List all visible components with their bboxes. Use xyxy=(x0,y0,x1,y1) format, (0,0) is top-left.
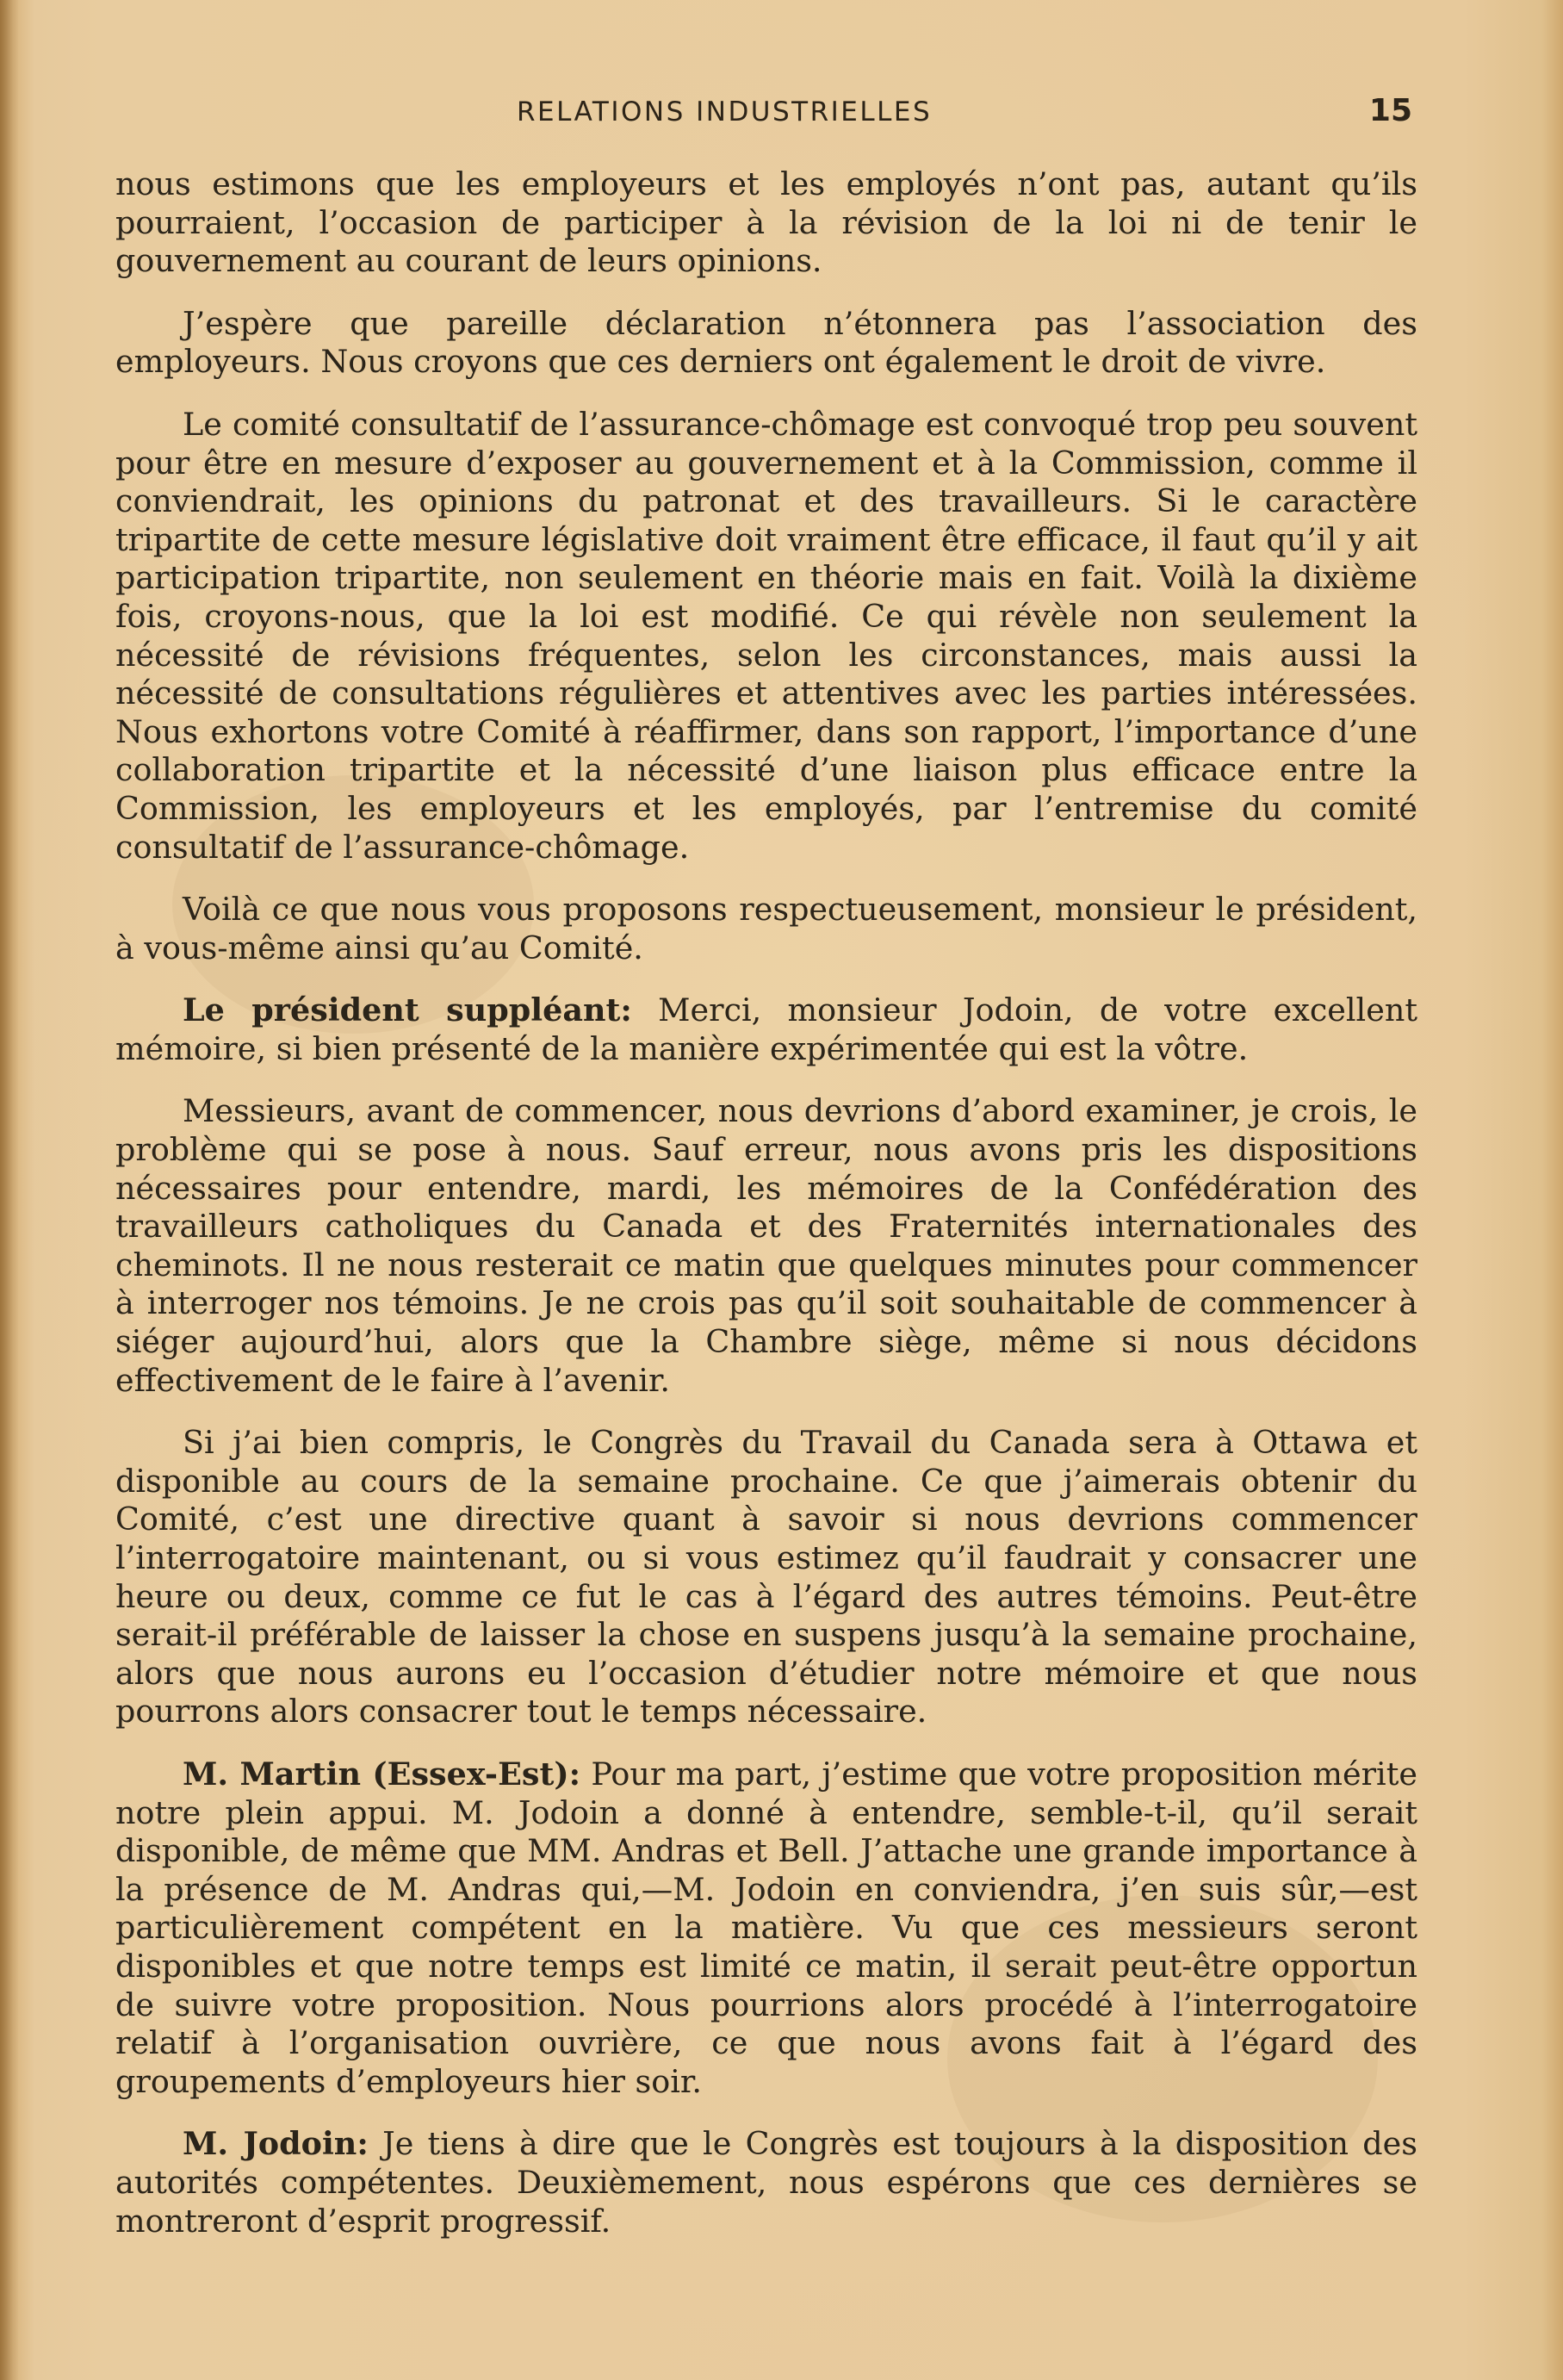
paragraph-text: Le comité consultatif de l’assurance-chômage est convoqué trop peu souvent pour être en mesure d’exposer au gouvernement et à la Commission, comme il conviendrait, les opinions du patronat et des travailleurs. Si le caractère tripartite de cette mesure législative doit vraiment être efficace, il faut qu’il y ait participation tripartite, non seulement en théorie mais en fait. Voilà la dixième fois, croyons-nous, que la loi est modifié. Ce qui révèle non seulement la nécessité de révisions fréquentes, selon les circonstances, mais aussi la nécessité de consultations régulières et attentives avec les parties intéressées. Nous exhortons votre Comité à réaffirmer, dans son rapport, l’importance d’une collaboration tripartite et la nécessité d’une liaison plus efficace entre la Commission, les employeurs et les employés, par l’entremise du comité consultatif de l’assurance-chômage. xyxy=(115,405,1417,866)
paragraph-text: Messieurs, avant de commencer, nous devrions d’abord examiner, je crois, le problème qui se pose à nous. Sauf erreur, nous avons pris les dispositions nécessaires pour entendre, mardi, les mémoires de la Confédération des travailleurs catholiques du Canada et des Fraternités internationales des cheminots. Il ne nous resterait ce matin que quelques minutes pour commencer à interroger nos témoins. Je ne crois pas qu’il soit souhaitable de commencer à siéger aujourd’hui, alors que la Chambre siège, même si nous décidons effectivement de le faire à l’avenir. xyxy=(115,1092,1417,1399)
paragraph-text: Pour ma part, j’estime que votre proposition mérite notre plein appui. M. Jodoin a donné à entendre, semble-t-il, qu’il serait disponible, de même que MM. Andras et Bell. J’attache une grande importance à la présence de M. Andras qui,—M. Jodoin en conviendra, j’en suis sûr,—est particulièrement compétent en la matière. Vu que ces messieurs seront disponibles et que notre temps est limité ce matin, il serait peut-être opportun de suivre votre proposition. Nous pourrions alors procédé à l’interrogatoire relatif à l’organisation ouvrière, ce que nous avons fait à l’égard des groupements d’employeurs hier soir. xyxy=(115,1755,1417,2100)
body-text xyxy=(115,165,1417,2265)
paragraph-text: J’espère que pareille déclaration n’étonnera pas l’association des employeurs. Nous croyons que ces derniers ont également le droit de vivre. xyxy=(115,304,1417,381)
speaker-name: M. Jodoin: xyxy=(183,2125,369,2163)
page-header xyxy=(517,93,1412,140)
paragraph xyxy=(115,1424,1417,1731)
speaker-name: M. Martin (Essex-Est): xyxy=(183,1755,581,1793)
paragraph-continuation xyxy=(115,165,1417,281)
paragraph-text: Voilà ce que nous vous proposons respectueusement, monsieur le président, à vous-même ainsi qu’au Comité. xyxy=(115,891,1417,966)
book-spine-shadow xyxy=(0,0,19,2380)
paragraph-text: nous estimons que les employeurs et les employés n’ont pas, autant qu’ils pourraient, l’occasion de participer à la révision de la loi ni de tenir le gouvernement au courant de leurs opinions. xyxy=(115,165,1417,280)
paragraph xyxy=(115,406,1417,867)
speaker-name: Le président suppléant: xyxy=(183,991,632,1029)
paragraph xyxy=(115,1092,1417,1400)
running-head: RELATIONS INDUSTRIELLES xyxy=(517,96,933,127)
page-number: 15 xyxy=(1368,93,1412,128)
speaker-paragraph xyxy=(115,1755,1417,2101)
paragraph-text: Merci, monsieur Jodoin, de votre excellent mémoire, si bien présenté de la manière expérimentée qui est la vôtre. xyxy=(115,991,1417,1067)
paragraph xyxy=(115,891,1417,967)
paragraph-text: Je tiens à dire que le Congrès est toujours à la disposition des autorités compétentes. Deuxièmement, nous espérons que ces dernières se montreront d’esprit progressif. xyxy=(115,2125,1417,2240)
speaker-paragraph xyxy=(115,991,1417,1068)
speaker-paragraph xyxy=(115,2125,1417,2240)
paragraph-text: Si j’ai bien compris, le Congrès du Travail du Canada sera à Ottawa et disponible au cours de la semaine prochaine. Ce que j’aimerais obtenir du Comité, c’est une directive quant à savoir si nous devrions commencer l’interrogatoire maintenant, ou si vous estimez qu’il faudrait y consacrer une heure ou deux, comme ce fut le cas à l’égard des autres témoins. Peut-être serait-il préférable de laisser la chose en suspens jusqu’à la semaine prochaine, alors que nous aurons eu l’occasion d’étudier notre mémoire et que nous pourrons alors consacrer tout le temps nécessaire. xyxy=(115,1424,1417,1731)
paragraph xyxy=(115,305,1417,382)
